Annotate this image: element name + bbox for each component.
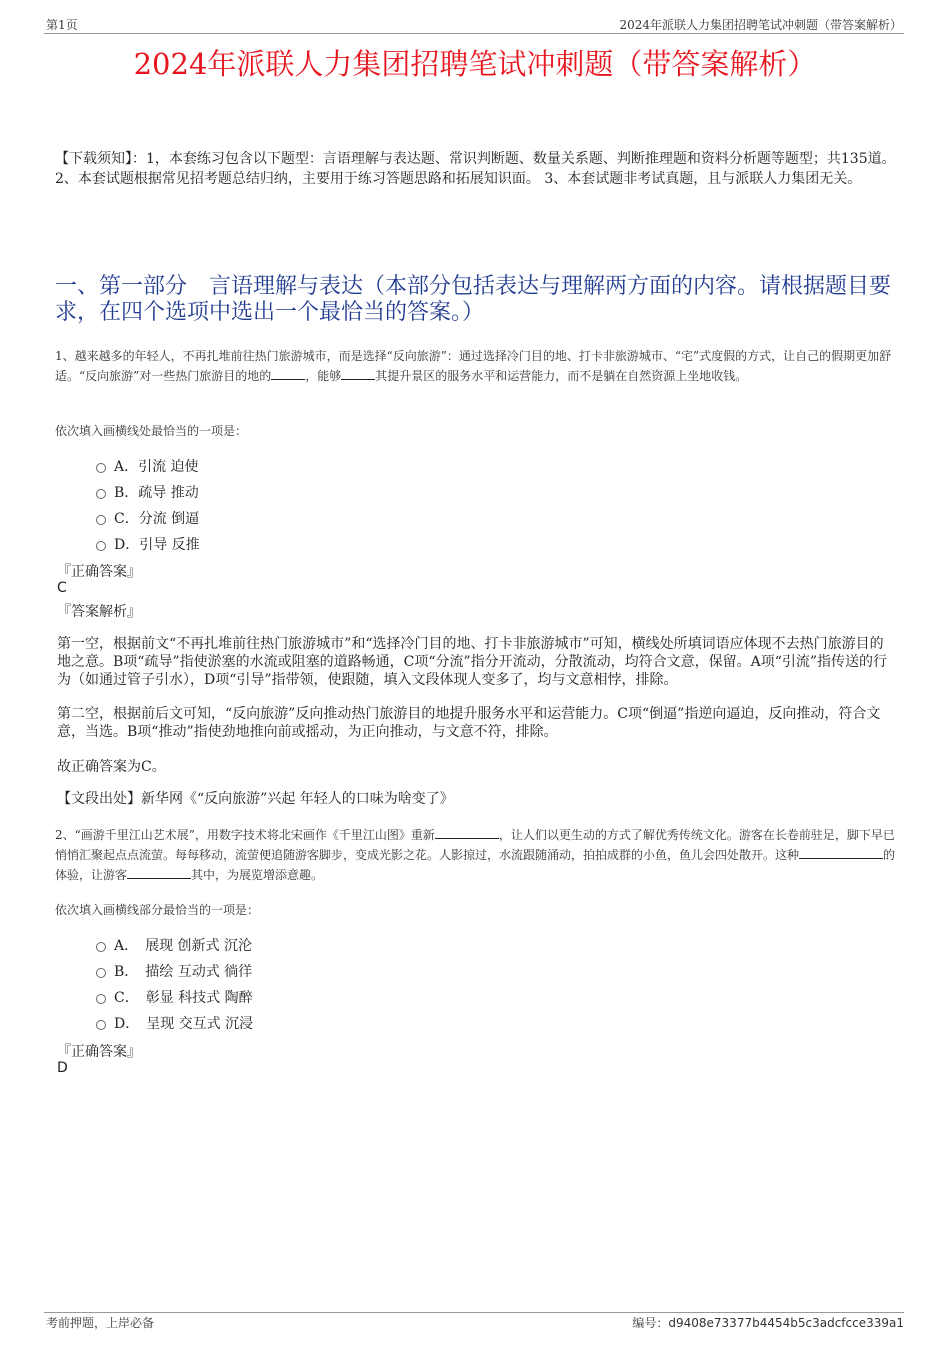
- option-label: C．分流 倒逼: [114, 511, 200, 527]
- q2-option-a[interactable]: [96, 935, 252, 955]
- radio-icon[interactable]: [96, 994, 106, 1004]
- option-label: B． 描绘 互动式 徜徉: [114, 964, 253, 980]
- correct-answer-label: 『正确答案』: [57, 1044, 141, 1060]
- q2-option-d[interactable]: [96, 1013, 253, 1033]
- radio-icon[interactable]: [96, 1020, 106, 1030]
- question-1-prompt: 依次填入画横线处最恰当的一项是：: [55, 424, 248, 438]
- document-code: [632, 1314, 904, 1331]
- q1-text-part: 1、越来越多的年轻人，不再扎堆前往热门旅游城市，而是选择“反向旅游”：通过选择冷门目的地、打卡非旅游城市、“宅”式度假的方式，让自己的假期更加舒适。“反向旅游”对一些热门旅游目的地的: [55, 349, 892, 383]
- q2-text-part: 2、“画游千里江山艺术展”，用数字技术将北宋画作《千里江山图》重新: [55, 828, 435, 842]
- analysis-paragraph: 第一空，根据前文“不再扎堆前往热门旅游城市”和“选择冷门目的地、打卡非旅游城市”可知，横线处所填词语应体现不去热门旅游目的地之意。B项“疏导”指使淤塞的水流或阻塞的道路畅通，C项“分流”指分开流动，分散流动，均符合文意，保留。A项“引流”指传送的行为（如通过管子引水），D项“引导”指带领，使跟随，填入文段体现人变多了，均与文意相悖，排除。: [57, 636, 888, 688]
- document-title: 2024年派联人力集团招聘笔试冲刺题（带答案解析）: [133, 47, 817, 81]
- analysis-paragraph: 第二空，根据前后文可知，“反向旅游”反向推动热门旅游目的地提升服务水平和运营能力。C项“倒逼”指逆向逼迫，反向推动，符合文意，当选。B项“推动”指使劲地推向前或摇动，为正向推动，与文意不符，排除。: [57, 706, 881, 740]
- option-label: B．疏导 推动: [114, 485, 199, 501]
- radio-icon[interactable]: [96, 515, 106, 525]
- question-1-text: [55, 346, 900, 386]
- radio-icon[interactable]: [96, 968, 106, 978]
- download-notice: 【下载须知】：1，本套练习包含以下题型：言语理解与表达题、常识判断题、数量关系题、判断推理题和资料分析题等题型；共135道。 2、本套试题根据常见招考题总结归纳，主要用于练习答题思路和拓展知识面。 3、本套试题非考试真题，且与派联人力集团无关。: [55, 151, 896, 187]
- q1-option-b[interactable]: [96, 482, 199, 502]
- code-label: 编号：: [632, 1316, 669, 1330]
- page-number: 第1页: [46, 18, 78, 32]
- header-doc-title: 2024年派联人力集团招聘笔试冲刺题（带答案解析）: [619, 18, 902, 32]
- blank-line: [799, 846, 883, 859]
- option-label: D．引导 反推: [114, 537, 200, 553]
- correct-answer: D: [57, 1060, 68, 1076]
- q2-option-b[interactable]: [96, 961, 252, 981]
- q2-text-part: ，让人们以更生动的方式了解优秀传统文化。游客在长卷前驻足，脚下早已悄悄汇聚起点点流萤。每每移动，流萤便追随游客脚步，变成光影之花。人影掠过，水流跟随涌动，拍拍成群的小鱼，鱼儿会四处散开。这种: [55, 828, 895, 862]
- radio-icon[interactable]: [96, 541, 106, 551]
- code-value: d9408e73377b4454b5c3adcfcce339a1: [668, 1316, 904, 1330]
- q1-text-part: 其提升景区的服务水平和运营能力，而不是躺在自然资源上坐地收钱。: [375, 369, 748, 383]
- question-2-prompt: 依次填入画横线部分最恰当的一项是：: [55, 903, 260, 917]
- blank-line: [127, 866, 191, 879]
- option-label: A． 展现 创新式 沉沦: [114, 938, 253, 954]
- q1-text-part: ，能够: [305, 369, 342, 383]
- section-heading: 一、第一部分 言语理解与表达（本部分包括表达与理解两方面的内容。请根据题目要求，在四个选项中选出一个最恰当的答案。）: [55, 274, 892, 325]
- option-label: D． 呈现 交互式 沉浸: [114, 1016, 254, 1032]
- q1-option-a[interactable]: [96, 456, 199, 476]
- correct-answer: C: [57, 580, 67, 596]
- blank-line: [435, 826, 499, 839]
- q2-option-c[interactable]: [96, 987, 253, 1007]
- q2-text-part: 其中，为展览增添意趣。: [191, 868, 324, 882]
- q2-text-part: 的体验，让游客: [55, 848, 896, 882]
- radio-icon[interactable]: [96, 489, 106, 499]
- header-divider: [44, 33, 904, 34]
- q1-option-d[interactable]: [96, 534, 200, 554]
- analysis-label: 『答案解析』: [57, 604, 141, 620]
- footer-divider: [44, 1312, 904, 1313]
- option-label: A．引流 迫使: [114, 459, 199, 475]
- blank-line: [341, 367, 375, 380]
- radio-icon[interactable]: [96, 942, 106, 952]
- footer-slogan: 考前押题，上岸必备: [46, 1316, 155, 1330]
- q1-option-c[interactable]: [96, 508, 199, 528]
- analysis-conclusion: 故正确答案为C。: [57, 759, 166, 775]
- blank-line: [271, 367, 305, 380]
- correct-answer-label: 『正确答案』: [57, 564, 141, 580]
- question-2-text: [55, 825, 900, 885]
- option-label: C． 彰显 科技式 陶醉: [114, 990, 253, 1006]
- passage-source: 【文段出处】新华网《“反向旅游”兴起 年轻人的口味为啥变了》: [57, 791, 454, 807]
- radio-icon[interactable]: [96, 463, 106, 473]
